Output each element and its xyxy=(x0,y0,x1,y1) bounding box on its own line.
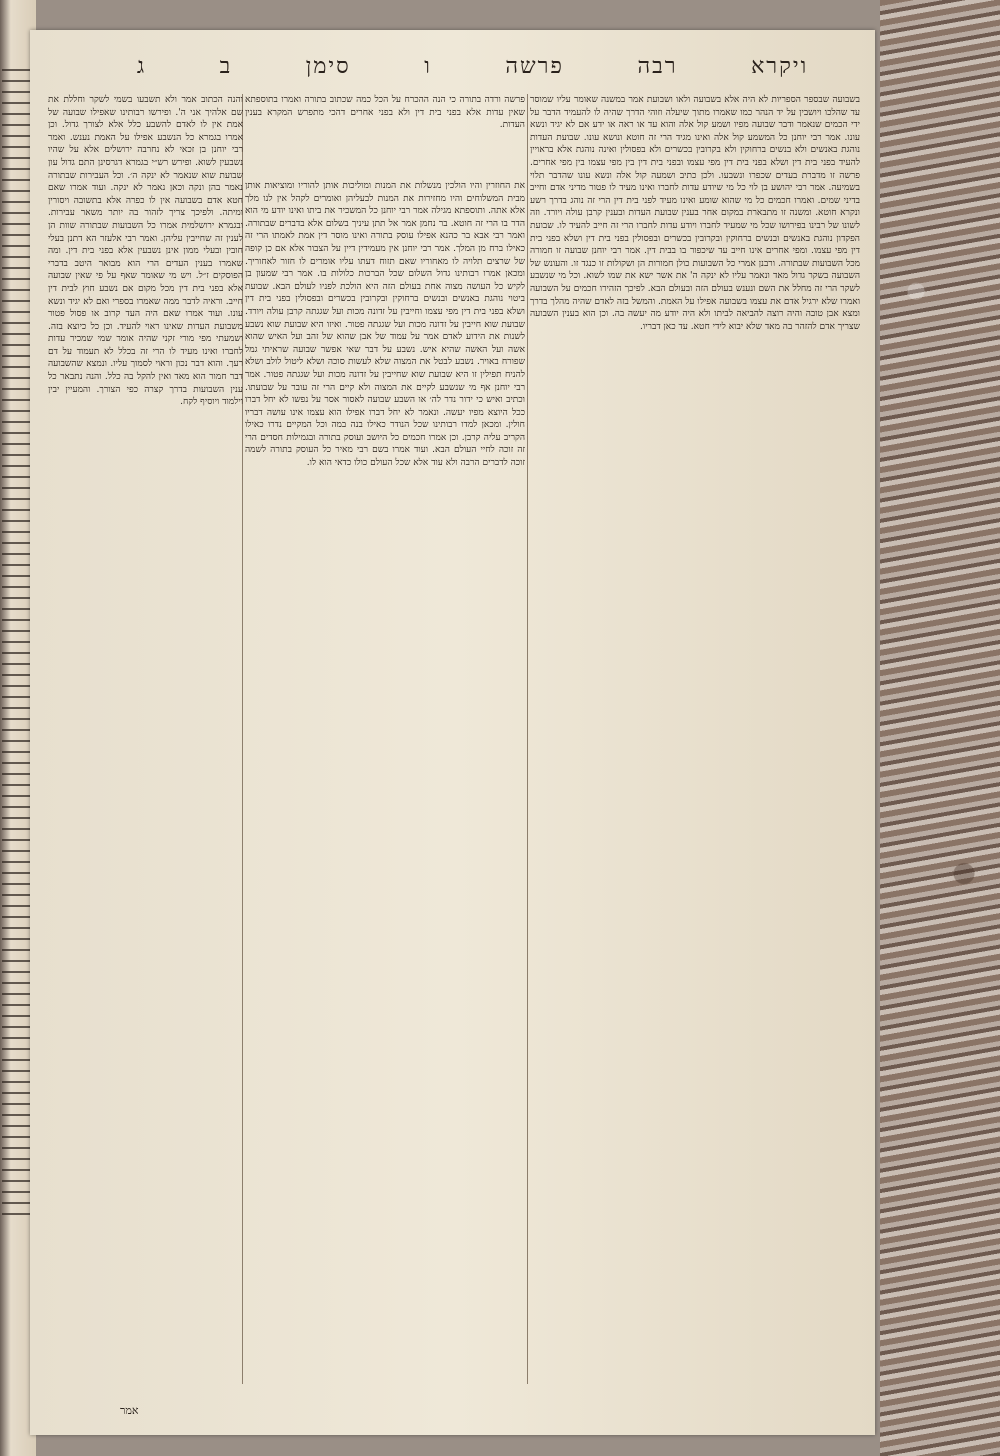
commentary-column-right xyxy=(530,94,860,1394)
main-text-top xyxy=(245,94,525,174)
commentary-column-left xyxy=(48,94,243,1394)
header-siman-number: ב xyxy=(219,54,233,79)
book-page xyxy=(30,30,875,1435)
column-divider-right xyxy=(527,94,528,1384)
adjacent-page-text-lines xyxy=(2,60,32,1410)
header-folio-letter: ג xyxy=(136,54,147,79)
commentary-right-text: בשבועה שבספר הספריות לא היה אלא בשבועה ולאו ושבועת אמר במשנה שאומר עליו שמוסר עד שהלכו ויושבין על יד הנהר כמו שאמרו מתוך שיעלה וזוהי הדרך שהיה לו להעמיד הדבר על ידי הכמים שנאמר ודבר שבועה מפיו ושמע קול אלה והוא עד או ראה או ידע אם לא יגיד ונשא עונו. אמר רבי יוחנן כל המשמע קול אלה ואינו מגיד הרי זה חוטא ונושא עונו. שבועת העדות נוהגת באנשים ולא בנשים ברחוקין ולא בקרובין בכשרים ולא בפסולין ואינה נוהגת אלא בראויין להעיד בפני בית דין ושלא בפני בית דין מפי עצמו ובפני בית דין בין מפי עצמו בין מפי אחרים. פרשה זו מדברת בעדים שכפרו ונשבעו. ולכן כתיב ושמעה קול אלה ונשא עונו שהדבר תלוי בשמיעה. אמר רבי יהושע בן לוי כל מי שיודע עדות לחברו ואינו מעיד לו פטור מדיני אדם וחייב בדיני שמים. ואמרו חכמים כל מי שהוא שומע ואינו מעיד לפני בית דין הרי זה נוהג בדרך רשע ונקרא חוטא. ומשנה זו מתבארת במקום אחר בענין שבועת העדות ובענין קרבן עולה ויורד. וזה לשונו של רבינו בפירושו שכל מי שמעיד לחברו ויודע עדות לחברו הרי זה חייב להעיד לו. שבועת הפקדון נוהגת באנשים ובנשים ברחוקין ובקרובין בכשרים ובפסולין בפני בית דין ושלא בפני בית דין מפי עצמו. ומפי אחרים אינו חייב עד שיכפור בו בבית דין. אמר רבי יוחנן שבועה זו חמורה מכל השבועות שבתורה. ורבנן אמרי כל השבועות כולן חמורות הן ושקולות זו כנגד זו. והעונש של השבועה בשקר גדול מאד ונאמר עליו לא ינקה ה' את אשר ישא את שמו לשוא. וכל מי שנשבע לשקר הרי זה מחלל את השם ונענש בעולם הזה ובעולם הבא. לפיכך הזהירו חכמים על השבועה ואמרו שלא ירגיל אדם את עצמו בשבועה אפילו על האמת. והמשל בזה לאדם שהיה מהלך בדרך ומצא אבן טובה והיה רוצה להביאה לביתו ולא היה יודע מה יעשה בה. וכן הוא בענין השבועה שצריך אדם להזהר בה מאד שלא יבוא לידי חטא. עד כאן דבריו. xyxy=(530,95,860,332)
marbled-binding-board xyxy=(880,0,1000,1456)
main-text-top-text: פרשה ורדה בתורה כי הנה ההכרח על הכל כמה שכתוב בתורה ואמרו בתוספתא שאין עדות אלא בפני בית דין ולא בפני אחרים דהכי מתפרש המקרא בענין העדות. xyxy=(245,95,525,131)
header-siman-label: סימן xyxy=(305,54,351,79)
main-text-column xyxy=(245,180,525,1380)
header-book-name: ויקרא xyxy=(751,54,809,79)
main-text-body: את החוזרין והיו הולכין מנשלות את המנות ומוליכות אותן להוריו ומוציאות אותן מבית המשלוחים והיו מחזירות את המנות לבעליהן ואומרים לקהל אין לנו מלך אלא אתה. ותוספתא מגילה אמר רבי יוחנן כל המשכיר את ביתו ואינו יודע מי הוא הדר בו הרי זה חוטא. בר נחמן אמר אל תתן עיניך בשלום אלא בדברים שבתורה. ואמר רבי אבא בר כהנא אפילו עוסק בתורה ואינו מוסר דין אמת לאמתו הרי זה כאילו ברח מן המלך. אמר רבי יוחנן אין מעמידין דיין על הצבור אלא אם כן קופה של שרצים תלויה לו מאחוריו שאם תזוח דעתו עליו אומרים לו חזור לאחוריך. ומכאן אמרו רבותינו גדול השלום שכל הברכות כלולות בו. אמר רבי שמעון בן לקיש כל העושה מצוה אחת בעולם הזה היא הולכת לפניו לעולם הבא. שבועת ביטוי נוהגת באנשים ובנשים ברחוקין ובקרובין בכשרים ובפסולין בפני בית דין ושלא בפני בית דין מפי עצמו וחייבין על זדונה מכות ועל שגגתה קרבן עולה ויורד. שבועת שוא חייבין על זדונה מכות ועל שגגתה פטור. ואיזו היא שבועת שוא נשבע לשנות את הידוע לאדם אמר על עמוד של אבן שהוא של זהב ועל האיש שהוא אשה ועל האשה שהיא איש. נשבע על דבר שאי אפשר שבועה שראיתי גמל שפורח באויר. נשבע לבטל את המצוה שלא לעשות סוכה ושלא ליטול לולב ושלא להניח תפילין זו היא שבועת שוא שחייבין על זדונה מכות ועל שגגתה פטור. אמר רבי יוחנן אף מי שנשבע לקיים את המצוה ולא קיים הרי זה עובר על שבועתו. וכתיב ואיש כי ידור נדר לה׳ או השבע שבועה לאסור אסר על נפשו לא יחל דברו ככל היוצא מפיו יעשה. ונאמר לא יחל דברו אפילו הוא עצמו אינו עושה דבריו חולין. ומכאן למדו רבותינו שכל הנודר כאילו בנה במה וכל המקיים נדרו כאילו הקריב עליה קרבן. וכן אמרו חכמים כל היושב ועוסק בתורה ובגמילות חסדים הרי זה זוכה לחיי העולם הבא. ועוד אמרו בשם רבי מאיר כל העוסק בתורה לשמה זוכה לדברים הרבה ולא עוד אלא שכל העולם כולו כדאי הוא לו. xyxy=(245,181,525,469)
header-rabbah: רבה xyxy=(637,54,678,79)
catchword: אמר xyxy=(120,1404,139,1417)
header-parashah-number: ו xyxy=(424,54,432,79)
header-parashah-label: פרשה xyxy=(505,54,564,79)
running-header xyxy=(100,52,845,80)
commentary-left-text: והנה הכתוב אמר ולא תשבעו בשמי לשקר וחללת את שם אלהיך אני ה'. ופירשו רבותינו שאפילו שבועה של אמת אין לו לאדם להשבע כלל אלא לצורך גדול. וכן אמרו בגמרא כל הנשבע אפילו על האמת נענש. ואמר רבי יוחנן בן זכאי לא נחרבה ירושלים אלא על שהיו נשבעין לשוא. ופירש רש״י בגמרא דגרסינן התם גדול עון שבועת שוא שנאמר לא ינקה ה׳. וכל העבירות שבתורה נאמר בהן ונקה וכאן נאמר לא ינקה. ועוד אמרו שאם חטא אדם בשבועה אין לו כפרה אלא בתשובה ויסורין ומיתה. ולפיכך צריך לזהור בה יותר משאר עבירות. ובגמרא ירושלמית אמרו כל השבועות שבתורה שוות הן לענין זה שחייבין עליהן. ואמר רבי אלעזר הא דתנן בעלי חובין ובעלי ממון אינן נשבעין אלא בפני בית דין. ומה שאמרו בענין העדים הרי הוא מבואר היטב בדברי הפוסקים ז״ל. ויש מי שאומר שאף על פי שאין שבועה אלא בפני בית דין מכל מקום אם נשבע חוץ לבית דין חייב. וראיה לדבר ממה שאמרו בספרי ואם לא יגיד ונשא עונו. ועוד אמרו שאם היה העד קרוב או פסול פטור משבועת העדות שאינו ראוי להעיד. וכן כל כיוצא בזה. ושמעתי מפי מורי זקני שהיה אומר שמי שמכיר עדות לחברו ואינו מעיד לו הרי זה בכלל לא תעמוד על דם רעך. והוא דבר נכון וראוי לסמוך עליו. ונמצא שהשבועה דבר חמור הוא מאד ואין להקל בה כלל. והנה נתבאר כל ענין השבועות בדרך קצרה כפי הצורך. והמעיין יבין וילמוד ויוסיף לקח. xyxy=(48,95,243,408)
